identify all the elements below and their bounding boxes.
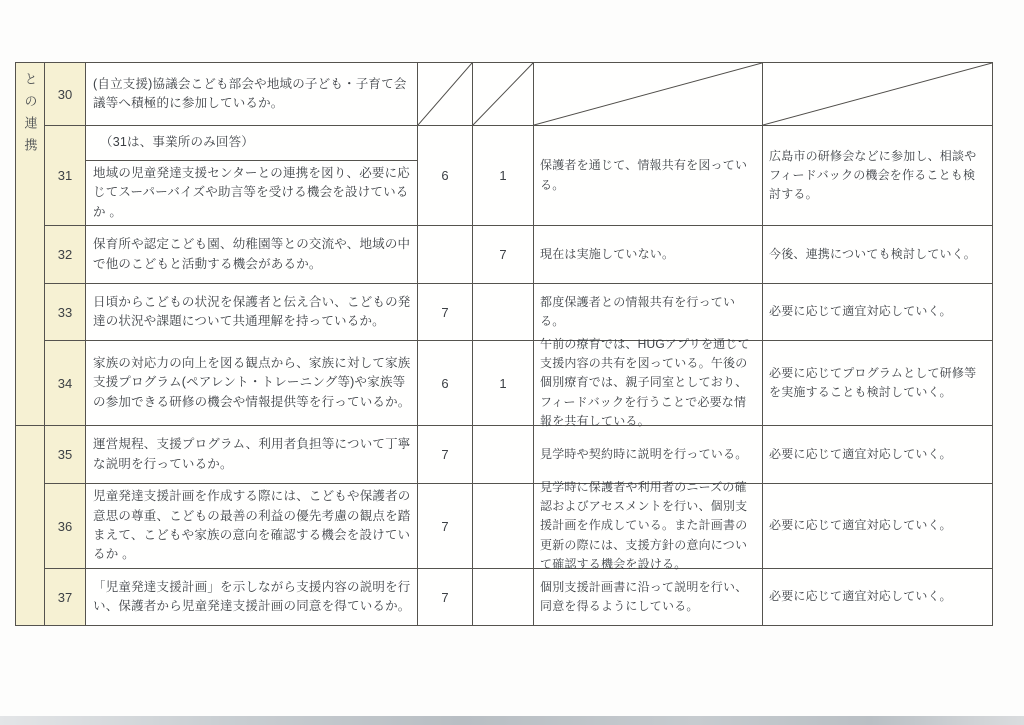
score-cell-2 [473,426,534,484]
question-subcell [86,161,417,225]
row-number: 36 [45,484,86,569]
comment-text: 必要に応じて適宜対応していく。 [769,304,952,319]
score-cell-2: 7 [473,226,534,284]
comment-cell [763,426,993,484]
na-diagonal-mark [534,63,762,125]
question-text: 「児童発達支援計画」を示しながら支援内容の説明を行い、保護者から児童発達支援計画の同意を得ているか。 [93,579,411,613]
table-row [45,480,993,571]
question-cell [86,426,418,484]
na-diagonal-mark [763,63,992,125]
response-text: 都度保護者との情報共有を行っている。 [540,294,736,328]
score-cell-1: 7 [418,569,473,626]
comment-cell [763,341,993,426]
question-text: 運営規程、支援プログラム、利用者負担等について丁寧な説明を行っているか。 [93,437,411,471]
response-text: 現在は実施していない。 [540,246,675,261]
question-cell [86,569,418,626]
comment-text: 広島市の研修会などに参加し、相談やフィードバックの機会を作ることも検討する。 [769,148,977,202]
score-cell-2: 1 [473,341,534,426]
question-cell [86,226,418,284]
score-cell-2 [473,63,534,126]
comment-text: 必要に応じて適宜対応していく。 [769,589,952,604]
response-cell [534,63,763,126]
score-cell-2 [473,284,534,341]
na-diagonal-mark [418,63,472,125]
score-cell-1: 7 [418,484,473,569]
comment-text: 必要に応じて適宜対応していく。 [769,446,952,461]
question-text: 保育所や認定こども園、幼稚園等との交流や、地域の中で他のこどもと活動する機会があるか。 [93,237,411,271]
scanner-page-edge [0,716,1024,725]
response-cell [534,126,763,226]
comment-cell [763,569,993,626]
response-text: 見学時や契約時に説明を行っている。 [540,446,748,461]
table-row [45,569,993,626]
response-cell [534,569,763,626]
category-cell-renkei [16,63,45,426]
response-cell [534,480,763,571]
comment-cell [763,226,993,284]
question-text: 児童発達支援計画を作成する際には、こどもや保護者の意思の尊重、こどもの最善の利益の優先考慮の観点を踏まえて、こどもや家族の意向を確認する機会を設けているか 。 [93,489,411,562]
question-note-subcell [86,126,417,161]
question-cell [86,484,418,569]
score-cell-2 [473,484,534,569]
category-cell-empty [16,426,45,626]
category-sidebar [16,63,45,626]
comment-cell [763,126,993,226]
score-cell-1 [418,63,473,126]
comment-text: 必要に応じて適宜対応していく。 [769,518,952,533]
question-text: (自立支援)協議会こども部会や地域の子ども・子育て会議等へ積極的に参加しているか。 [93,76,407,110]
score-cell-1: 6 [418,126,473,226]
response-cell [534,337,763,428]
response-text: 午前の療育では、HUGアプリを通じて支援内容の共有を図っている。午後の個別療育では、親子同室としており、フィードバックを行うことで必要な情報を共有している。 [540,337,750,428]
comment-cell [763,63,993,126]
question-text: 日頃からこどもの状況を保護者と伝え合い、こどもの発達の状況や課題について共通理解を持っているか。 [93,294,411,328]
score-cell-2: 1 [473,126,534,226]
table-row [45,337,993,428]
row-number: 37 [45,569,86,626]
row-number: 34 [45,341,86,426]
score-cell-1: 6 [418,341,473,426]
score-cell-1: 7 [418,284,473,341]
row-number: 35 [45,426,86,484]
response-text: 保護者を通じて、情報共有を図っている。 [540,158,748,192]
question-text: 地域の児童発達支援センターとの連携を図り、必要に応じてスーパーバイズや助言等を受ける機会を設けているか 。 [93,165,411,219]
comment-cell [763,284,993,341]
table-row [45,126,993,226]
na-diagonal-mark [473,63,533,125]
comment-text: 必要に応じてプログラムとして研修等を実施することも検討していく。 [769,365,977,399]
score-cell-2 [473,569,534,626]
table-row [45,284,993,341]
response-text: 個別支援計画書に沿って説明を行い、同意を得るようにしている。 [540,579,748,613]
table-row [45,226,993,284]
response-cell [534,226,763,284]
score-cell-1 [418,226,473,284]
table-row [45,63,993,126]
question-cell [86,341,418,426]
table-row [45,426,993,484]
comment-text: 今後、連携についても検討していく。 [769,246,976,261]
row-number: 31 [45,126,86,226]
row-number: 32 [45,226,86,284]
assessment-table [15,62,993,626]
category-label-vertical: との連携 [22,72,38,160]
row-number: 30 [45,63,86,126]
question-text: 家族の対応力の向上を図る観点から、家族に対して家族支援プログラム(ペアレント・トレーニング等)や家族等の参加できる研修の機会や情報提供等を行っているか。 [93,355,411,409]
response-text: 見学時に保護者や利用者のニーズの確認およびアセスメントを行い、個別支援計画を作成している。また計画書の更新の際には、支援方針の意向について確認する機会を設ける。 [540,480,748,571]
question-cell [86,126,418,226]
question-cell [86,284,418,341]
question-note: （31は、事業所のみ回答） [100,135,255,150]
row-number: 33 [45,284,86,341]
score-cell-1: 7 [418,426,473,484]
comment-cell [763,484,993,569]
table-body [45,63,993,626]
question-cell [86,63,418,126]
